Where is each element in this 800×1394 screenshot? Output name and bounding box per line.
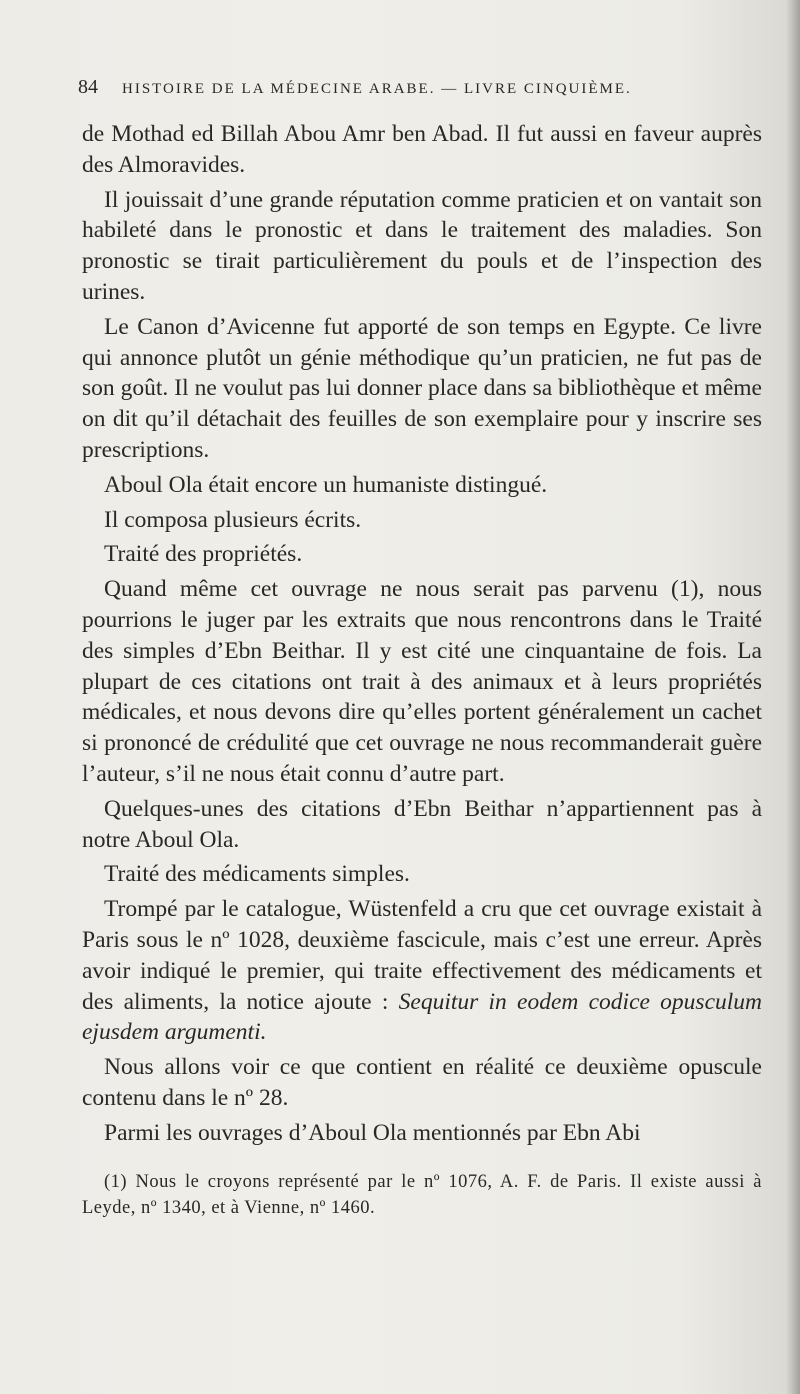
- page-edge-shadow: [786, 0, 800, 1394]
- section-heading: Traité des médicaments simples.: [104, 861, 410, 888]
- body-text: [82, 119, 762, 1149]
- paragraph-text: Trompé par le catalogue, Wüstenfeld a cru que cet ouvrage existait à Paris sous le nº 1028, deuxième fascicule, mais c’est une erreur. Après avoir indiqué le premier, qui traite effectivement des médicaments et des aliments, la notice ajoute :: [82, 896, 762, 1015]
- paragraph: Aboul Ola était encore un humaniste distingué.: [104, 471, 548, 498]
- paragraph: Il composa plusieurs écrits.: [104, 506, 362, 533]
- paragraph: [82, 894, 762, 1048]
- section-heading: Traité des propriétés.: [104, 541, 303, 568]
- page-number: 84: [78, 76, 98, 98]
- paragraph: de Mothad ed Billah Abou Amr ben Abad. Il fut aussi en faveur auprès des Almoravides.: [82, 121, 762, 178]
- footnote: (1) Nous le croyons représenté par le nº 1076, A. F. de Paris. Il existe aussi à Leyde, nº 1340, et à Vienne, nº 1460.: [82, 1171, 762, 1218]
- paragraph: Quelques-unes des citations d’Ebn Beithar n’appartiennent pas à notre Aboul Ola.: [82, 795, 762, 853]
- page-header: [78, 76, 760, 99]
- paragraph: Parmi les ouvrages d’Aboul Ola mentionnés par Ebn Abi: [104, 1119, 641, 1146]
- latin-quote: Sequitur in eodem codice opusculum ejusdem argumenti.: [82, 988, 763, 1046]
- paragraph: Le Canon d’Avicenne fut apporté de son temps en Egypte. Ce livre qui annonce plutôt un génie méthodique qu’un praticien, ne fut pas de son goût. Il ne voulut pas lui donner place dans sa bibliothèque et même on dit qu’il détachait des feuilles de son exemplaire pour y inscrire ses prescriptions.: [82, 313, 762, 463]
- paragraph: Quand même cet ouvrage ne nous serait pas parvenu (1), nous pourrions le juger par les extraits que nous rencontrons dans le Traité des simples d’Ebn Beithar. Il y est cité une cinquantaine de fois. La plupart de ces citations ont trait à des animaux et à leurs propriétés médicales, et nous devons dire qu’elles portent généralement un cachet si prononcé de crédulité que cet ouvrage ne nous recommanderait guère l’auteur, s’il ne nous était connu d’autre part.: [82, 576, 762, 787]
- paragraph: Nous allons voir ce que contient en réalité ce deuxième opuscule contenu dans le nº 28.: [82, 1054, 762, 1111]
- paragraph: Il jouissait d’une grande réputation comme praticien et on vantait son habileté dans le pronostic et dans le traitement des maladies. Son pronostic se tirait particulièrement du pouls et de l’inspection des urines.: [82, 186, 762, 305]
- running-title: HISTOIRE DE LA MÉDECINE ARABE. — LIVRE CINQUIÈME.: [122, 81, 632, 97]
- footnotes: [82, 1169, 762, 1221]
